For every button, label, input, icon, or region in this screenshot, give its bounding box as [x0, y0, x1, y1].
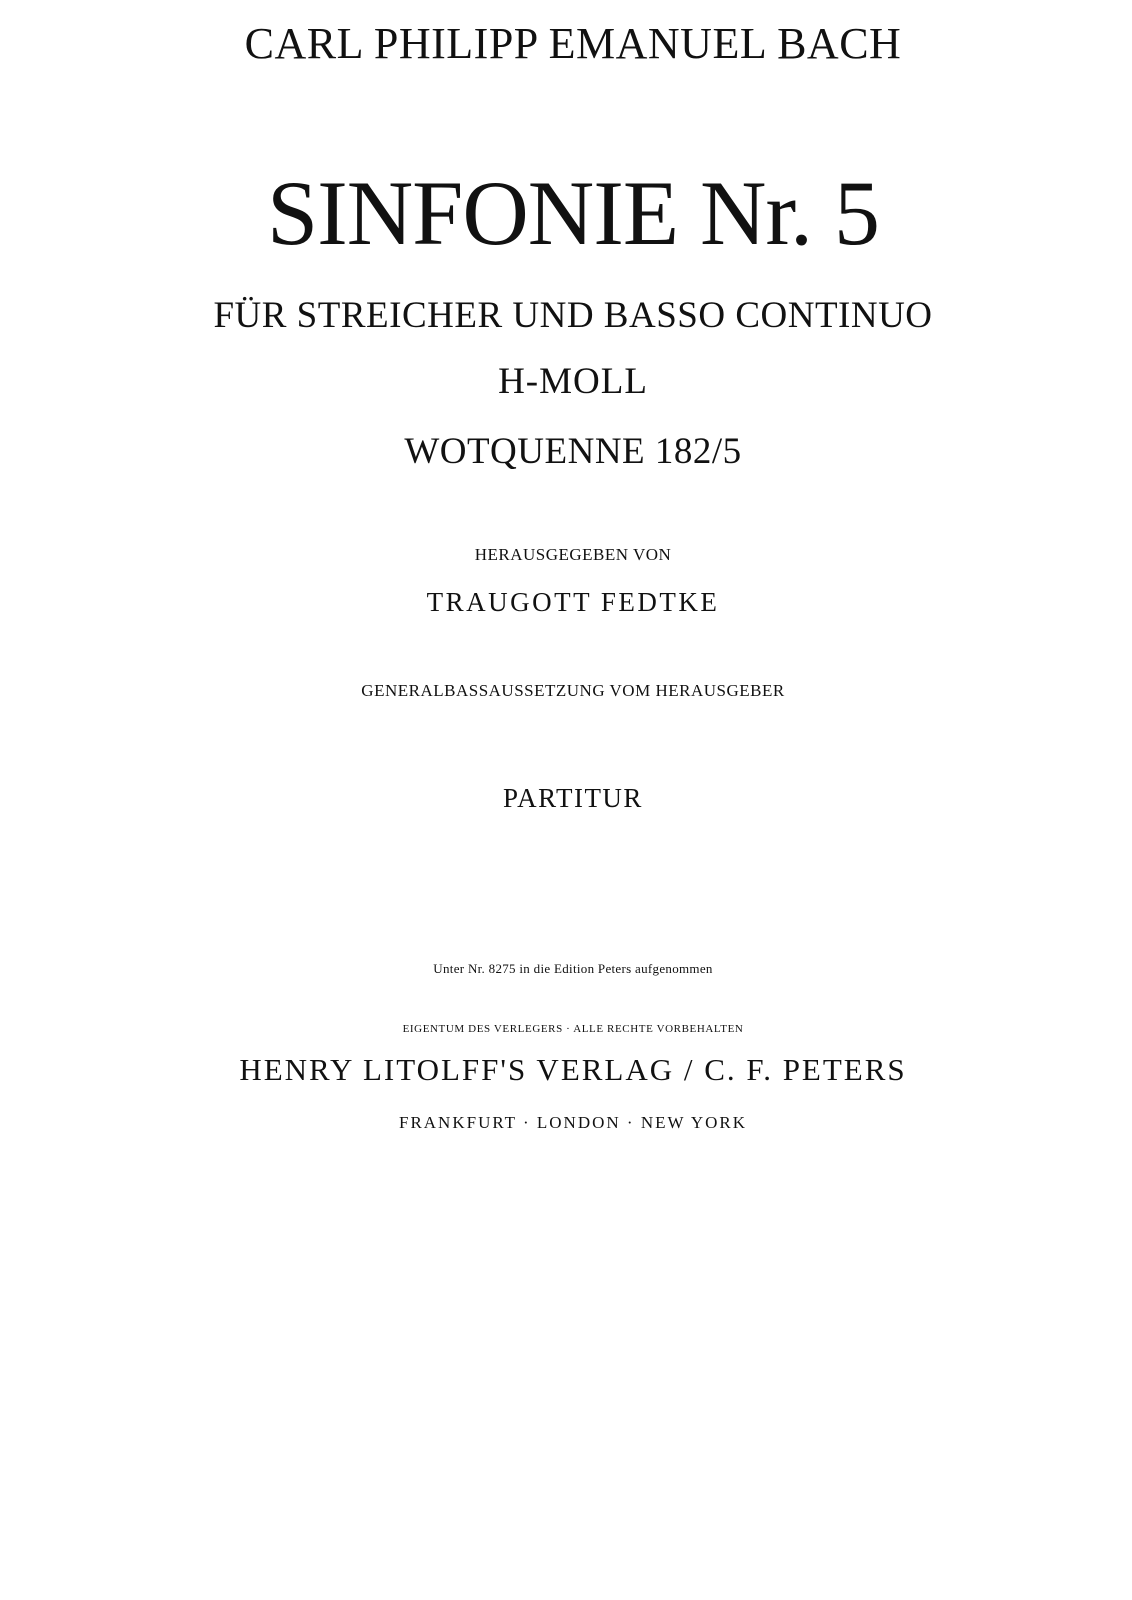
continuo-note: GENERALBASSAUSSETZUNG VOM HERAUSGEBER	[361, 681, 785, 700]
publisher-cities: FRANKFURT · LONDON · NEW YORK	[398, 1113, 748, 1132]
work-title: SINFONIE Nr. 5	[266, 162, 880, 264]
catalog-number: WOTQUENNE 182/5	[404, 431, 742, 472]
composer-name: CARL PHILIPP EMANUEL BACH	[244, 19, 902, 68]
publisher-name: HENRY LITOLFF'S VERLAG / C. F. PETERS	[239, 1052, 907, 1087]
rights-notice: EIGENTUM DES VERLEGERS · ALLE RECHTE VORBEHALTEN	[402, 1023, 744, 1035]
editor-name: TRAUGOTT FEDTKE	[426, 587, 720, 617]
work-subtitle: FÜR STREICHER UND BASSO CONTINUO	[213, 295, 933, 336]
editor-label: HERAUSGEGEBEN VON	[474, 545, 672, 564]
score-type: PARTITUR	[503, 783, 643, 813]
work-key: H-MOLL	[498, 361, 648, 402]
edition-note: Unter Nr. 8275 in die Edition Peters aufgenommen	[433, 961, 713, 976]
